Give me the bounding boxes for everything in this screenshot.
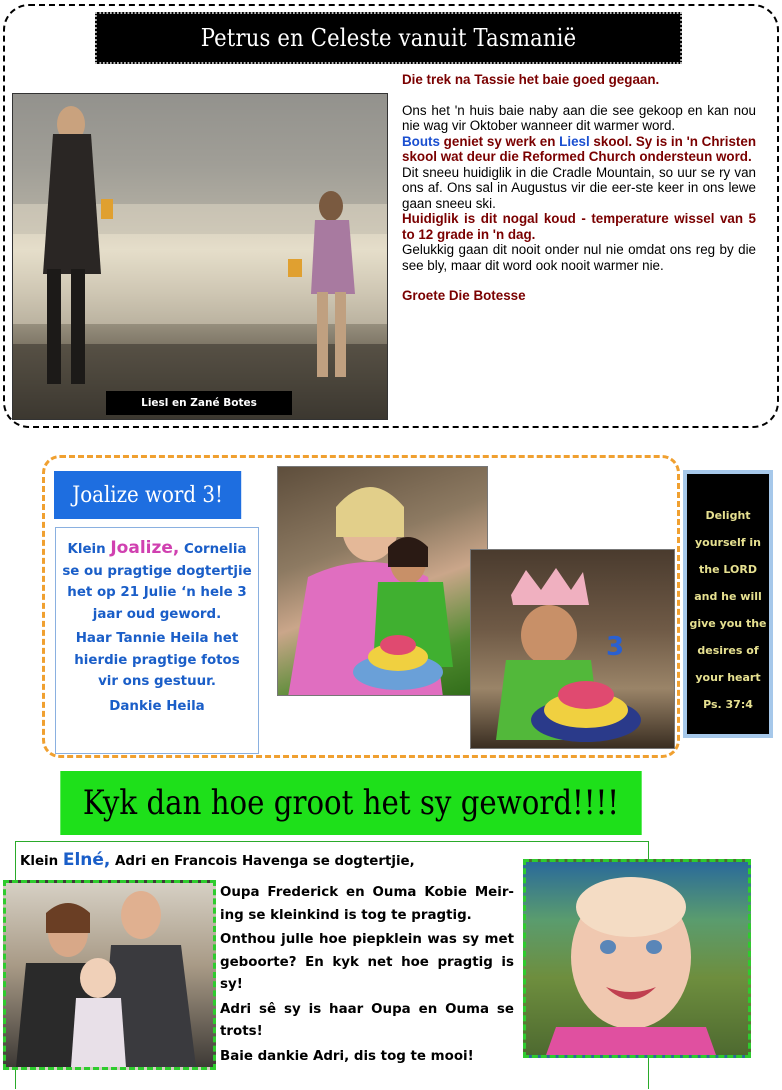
name-bouts: Bouts bbox=[402, 133, 440, 149]
photo-illustration bbox=[13, 94, 388, 420]
photo-illustration bbox=[6, 883, 213, 1067]
verse-line: your heart bbox=[695, 671, 761, 684]
photo-caption: Liesl en Zané Botes bbox=[106, 391, 292, 415]
paragraph: Adri sê sy is haar Oupa en Ouma se trots! bbox=[220, 1001, 514, 1039]
paragraph bbox=[402, 134, 756, 165]
photo-joalize-with-mother bbox=[277, 466, 488, 696]
verse-line: the LORD bbox=[699, 563, 757, 576]
paragraph: Ons het 'n huis baie naby aan die see gekoop en kan nou nie wag vir Oktober wanneer dit warmer word. bbox=[402, 102, 756, 133]
signoff: Groete Die Botesse bbox=[402, 288, 526, 303]
photo-illustration bbox=[526, 862, 748, 1055]
paragraph: Dit sneeu huidiglik in die Cradle Mountain, so uur se ry van ons af. Ons sal in Augustus vir die eer-ste keer in ons lewe gaan sneeu ski. bbox=[402, 164, 756, 211]
article-text bbox=[402, 72, 756, 304]
paragraph bbox=[62, 538, 252, 625]
photo-illustration bbox=[471, 550, 675, 749]
text-fragment: geniet sy werk en bbox=[439, 133, 560, 149]
section-title: Joalize word 3! bbox=[54, 471, 241, 519]
thanks-text: Dankie Heila bbox=[109, 698, 205, 714]
photo-joalize-birthday bbox=[470, 549, 675, 749]
paragraph: Oupa Frederick en Ouma Kobie Meir-ing se kleinkind is tog te pragtig. bbox=[220, 885, 514, 923]
photo-family bbox=[3, 880, 216, 1070]
paragraph: Haar Tannie Heila het hierdie pragtige fotos vir ons gestuur. bbox=[74, 631, 240, 689]
verse-reference: Ps. 37:4 bbox=[703, 698, 753, 711]
paragraph: Onthou julle hoe piepklein was sy met geboorte? En kyk net hoe pragtig is sy! bbox=[220, 932, 514, 992]
article-text bbox=[55, 527, 259, 754]
article-text bbox=[220, 882, 514, 1070]
photo-illustration bbox=[278, 467, 488, 696]
verse-line: yourself in bbox=[695, 536, 761, 549]
name-elne: Elné, bbox=[62, 850, 111, 870]
text-fragment: Adri en Francois Havenga se dogtertjie, bbox=[110, 854, 415, 869]
section-title: Petrus en Celeste vanuit Tasmanië bbox=[95, 12, 682, 64]
name-liesl: Liesl bbox=[559, 133, 590, 149]
text-fragment: Cornelia se ou pragtige dogtertjie het op 21 Julie ‘n hele 3 jaar oud geword. bbox=[62, 542, 252, 622]
text-fragment: skool. Sy is in 'n Christen skool wat deur die Reformed Church ondersteun word. bbox=[402, 133, 756, 164]
photo-liesl-zane bbox=[12, 93, 388, 420]
text-fragment: Klein bbox=[67, 542, 111, 557]
verse-line: give you the bbox=[689, 617, 767, 630]
bible-verse-box bbox=[683, 470, 773, 738]
article-heading: Die trek na Tassie het baie goed gegaan. bbox=[402, 72, 660, 87]
svg-text:3: 3 bbox=[606, 632, 625, 662]
section-title: Kyk dan hoe groot het sy geword!!!! bbox=[60, 771, 641, 835]
photo-baby-elne bbox=[523, 859, 751, 1058]
verse-line: Delight bbox=[705, 509, 751, 522]
intro-line bbox=[20, 850, 500, 870]
paragraph: Huidiglik is dit nogal koud - temperature wissel van 5 to 12 grade in 'n dag. bbox=[402, 211, 756, 242]
name-joalize: Joalize, bbox=[110, 538, 180, 558]
paragraph: Gelukkig gaan dit nooit onder nul nie omdat ons reg by die see bly, maar dit word ook nooit warmer nie. bbox=[402, 242, 756, 273]
verse-line: desires of bbox=[697, 644, 759, 657]
verse-line: and he will bbox=[694, 590, 762, 603]
text-fragment: Klein bbox=[20, 854, 63, 869]
paragraph: Baie dankie Adri, dis tog te mooi! bbox=[220, 1048, 474, 1064]
